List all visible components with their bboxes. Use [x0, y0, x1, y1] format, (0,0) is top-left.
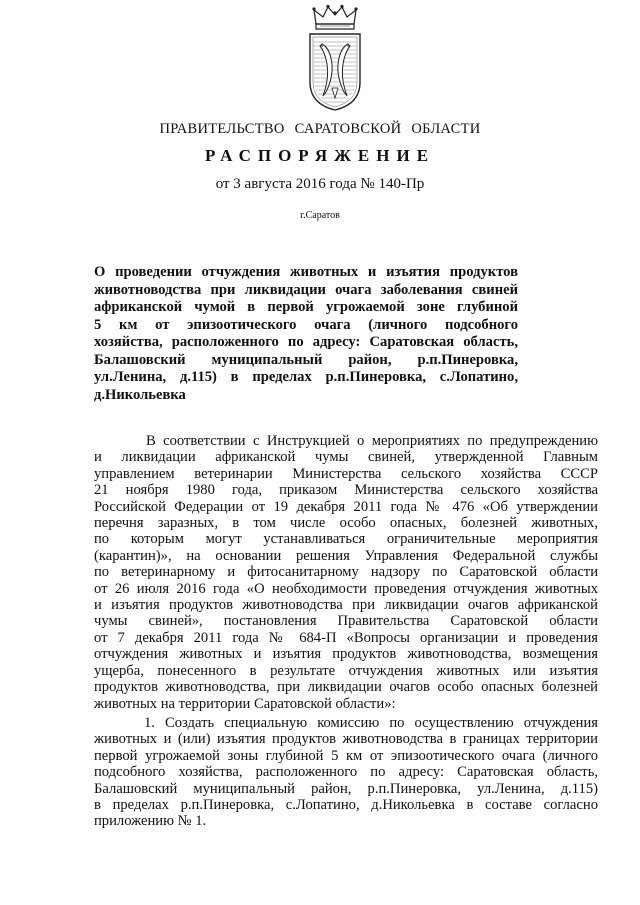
body-line: приложению № 1.: [94, 813, 207, 830]
title-line: африканской чумой в первой угрожаемой зоне глубиной: [94, 299, 518, 315]
document-type: РАСПОРЯЖЕНИЕ: [204, 146, 436, 165]
body-line: чумы свиней», постановления Правительства Саратовской области: [94, 613, 598, 630]
body-line: (карантин)», на основании решения Управления Федеральной службы: [94, 547, 598, 564]
body-line: продуктов животноводства, при ликвидации очагов особо опасных болезней: [94, 679, 598, 696]
title-line: д.Никольевка: [94, 386, 186, 403]
document-title: [94, 264, 518, 404]
title-line: животноводства при ликвидации очага заболевания свиней: [94, 281, 518, 298]
body-line: перечня заразных, в том числе особо опасных, болезней животных,: [94, 515, 598, 532]
body-line: животных и (или) изъятия продуктов животноводства в границах территории: [94, 731, 598, 748]
document-date-number: от 3 августа 2016 года № 140-Пр: [215, 176, 425, 192]
body-line: отчуждения животных и изъятия продуктов животноводства, возмещения: [94, 646, 598, 663]
document-city: г.Саратов: [300, 210, 340, 221]
body-line: подсобного хозяйства, расположенного по адресу: Саратовская область,: [94, 764, 598, 781]
body-line: в пределах р.п.Пинеровка, с.Лопатино, д.Никольевка в составе согласно: [94, 796, 598, 813]
title-line: О проведении отчуждения животных и изъятия продуктов: [94, 264, 518, 280]
government-name: ПРАВИТЕЛЬСТВО САРАТОВСКОЙ ОБЛАСТИ: [159, 121, 481, 137]
coat-of-arms-icon: [304, 4, 366, 112]
item-1-paragraph: [94, 715, 598, 830]
body-line: по ветеринарному и фитосанитарному надзору по Саратовской области: [94, 564, 598, 581]
body-line: В соответствии с Инструкцией о мероприятиях по предупреждению: [146, 433, 598, 449]
body-line: первой угрожаемой зоны глубиной 5 км от эпизоотического очага (личного: [94, 747, 598, 764]
body-line: Балашовский муниципальный район, р.п.Пинеровка, ул.Ленина, д.115): [94, 780, 598, 797]
body-line: от 26 июля 2016 года «О необходимости проведения отчуждения животных: [94, 580, 598, 597]
title-line: 5 км от эпизоотического очага (личного подсобного: [94, 316, 518, 333]
body-line: 21 ноября 1980 года, приказом Министерства сельского хозяйства: [94, 482, 598, 499]
title-line: хозяйства, расположенного по адресу: Саратовская область,: [94, 334, 518, 350]
title-line: Балашовский муниципальный район, р.п.Пинеровка,: [94, 351, 518, 368]
preamble-paragraph: [94, 433, 598, 712]
body-line: управлением ветеринарии Министерства сельского хозяйства СССР: [94, 465, 598, 482]
body-line: животных на территории Саратовской области»:: [94, 695, 396, 712]
body-line: 1. Создать специальную комиссию по осуществлению отчуждения: [144, 714, 598, 731]
body-line: по которым могут устанавливаться ограничительные мероприятия: [94, 531, 598, 548]
body-line: Российской Федерации от 19 декабря 2011 года № 476 «Об утверждении: [94, 498, 598, 515]
body-line: и ликвидации африканской чумы свиней, утвержденной Главным: [94, 449, 598, 466]
document-body: [94, 433, 598, 830]
body-line: и изъятия продуктов животноводства при ликвидации очагов африканской: [94, 597, 598, 614]
title-line: ул.Ленина, д.115) в пределах р.п.Пинеровка, с.Лопатино,: [94, 369, 518, 385]
body-line: ущерба, понесенного в результате отчуждения животных или изъятия: [94, 662, 598, 679]
body-line: от 7 декабря 2011 года № 684-П «Вопросы организации и проведения: [94, 629, 598, 646]
